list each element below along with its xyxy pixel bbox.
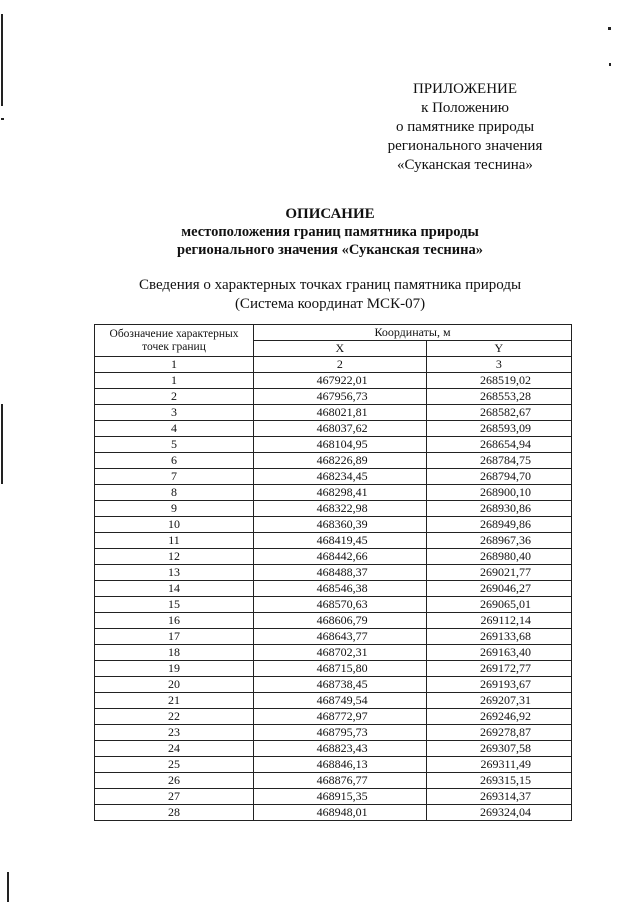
caption-line: Сведения о характерных точках границ памятника природы bbox=[138, 277, 522, 293]
table-header-row bbox=[95, 325, 572, 341]
x-coordinate-cell: 468715,80 bbox=[254, 661, 427, 677]
index-cell: 2 bbox=[254, 357, 427, 373]
point-number-cell: 24 bbox=[95, 741, 254, 757]
table-index-row bbox=[95, 357, 572, 373]
point-number-cell: 25 bbox=[95, 757, 254, 773]
appendix-line: ПРИЛОЖЕНИЕ bbox=[412, 81, 518, 97]
x-coordinate-cell: 468915,35 bbox=[254, 789, 427, 805]
table-row bbox=[95, 805, 572, 821]
x-coordinate-cell: 468570,63 bbox=[254, 597, 427, 613]
table-row bbox=[95, 485, 572, 501]
point-number-cell: 13 bbox=[95, 565, 254, 581]
y-coordinate-cell: 269307,58 bbox=[426, 741, 571, 757]
table-row bbox=[95, 501, 572, 517]
point-number-cell: 5 bbox=[95, 437, 254, 453]
point-number-cell: 15 bbox=[95, 597, 254, 613]
x-coordinate-cell: 468749,54 bbox=[254, 693, 427, 709]
y-coordinate-cell: 269046,27 bbox=[426, 581, 571, 597]
y-coordinate-cell: 269172,77 bbox=[426, 661, 571, 677]
x-coordinate-cell: 467956,73 bbox=[254, 389, 427, 405]
table-row bbox=[95, 661, 572, 677]
table-row bbox=[95, 741, 572, 757]
table-row bbox=[95, 693, 572, 709]
table-row bbox=[95, 421, 572, 437]
point-number-cell: 9 bbox=[95, 501, 254, 517]
y-coordinate-cell: 268654,94 bbox=[426, 437, 571, 453]
scan-mark-left-mid bbox=[1, 404, 3, 484]
table-row bbox=[95, 725, 572, 741]
appendix-line: к Положению bbox=[421, 100, 509, 116]
y-coordinate-cell: 269193,67 bbox=[426, 677, 571, 693]
table-row bbox=[95, 453, 572, 469]
appendix-line: «Суканская теснина» bbox=[397, 157, 533, 173]
point-number-cell: 16 bbox=[95, 613, 254, 629]
y-coordinate-cell: 269163,40 bbox=[426, 645, 571, 661]
x-coordinate-cell: 468738,45 bbox=[254, 677, 427, 693]
point-number-cell: 22 bbox=[95, 709, 254, 725]
table-row bbox=[95, 613, 572, 629]
point-number-cell: 1 bbox=[95, 373, 254, 389]
x-coordinate-cell: 468104,95 bbox=[254, 437, 427, 453]
x-coordinate-cell: 468643,77 bbox=[254, 629, 427, 645]
x-coordinate-cell: 468322,98 bbox=[254, 501, 427, 517]
y-coordinate-cell: 268930,86 bbox=[426, 501, 571, 517]
x-coordinate-cell: 468037,62 bbox=[254, 421, 427, 437]
coordinates-table bbox=[94, 324, 572, 821]
y-coordinate-cell: 269021,77 bbox=[426, 565, 571, 581]
point-number-cell: 28 bbox=[95, 805, 254, 821]
x-coordinate-cell: 468702,31 bbox=[254, 645, 427, 661]
table-row bbox=[95, 789, 572, 805]
document-title bbox=[0, 205, 640, 259]
point-number-cell: 14 bbox=[95, 581, 254, 597]
table-row bbox=[95, 773, 572, 789]
y-coordinate-cell: 269133,68 bbox=[426, 629, 571, 645]
y-coordinate-cell: 268553,28 bbox=[426, 389, 571, 405]
y-coordinate-cell: 268967,36 bbox=[426, 533, 571, 549]
table-row bbox=[95, 533, 572, 549]
point-number-cell: 8 bbox=[95, 485, 254, 501]
table-caption bbox=[0, 276, 640, 314]
table-row bbox=[95, 373, 572, 389]
table-row bbox=[95, 437, 572, 453]
appendix-block bbox=[370, 80, 560, 175]
y-coordinate-cell: 268794,70 bbox=[426, 469, 571, 485]
point-number-cell: 4 bbox=[95, 421, 254, 437]
title-line: регионального значения «Суканская теснина» bbox=[177, 242, 483, 258]
index-cell: 3 bbox=[426, 357, 571, 373]
index-cell: 1 bbox=[95, 357, 254, 373]
x-coordinate-cell: 468360,39 bbox=[254, 517, 427, 533]
point-number-cell: 3 bbox=[95, 405, 254, 421]
table-row bbox=[95, 405, 572, 421]
point-number-cell: 6 bbox=[95, 453, 254, 469]
y-coordinate-cell: 269112,14 bbox=[426, 613, 571, 629]
x-coordinate-cell: 468234,45 bbox=[254, 469, 427, 485]
point-number-cell: 11 bbox=[95, 533, 254, 549]
header-coordinates: Координаты, м bbox=[254, 325, 572, 341]
appendix-line: регионального значения bbox=[387, 138, 543, 154]
appendix-line: о памятнике природы bbox=[395, 119, 535, 135]
x-coordinate-cell: 468488,37 bbox=[254, 565, 427, 581]
table-row bbox=[95, 709, 572, 725]
y-coordinate-cell: 268784,75 bbox=[426, 453, 571, 469]
header-y: Y bbox=[426, 341, 571, 357]
point-number-cell: 7 bbox=[95, 469, 254, 485]
point-number-cell: 23 bbox=[95, 725, 254, 741]
x-coordinate-cell: 468298,41 bbox=[254, 485, 427, 501]
caption-line: (Система координат МСК-07) bbox=[234, 296, 426, 312]
scan-mark-left-tick bbox=[1, 118, 4, 120]
point-number-cell: 20 bbox=[95, 677, 254, 693]
y-coordinate-cell: 269324,04 bbox=[426, 805, 571, 821]
header-x: X bbox=[254, 341, 427, 357]
y-coordinate-cell: 269314,37 bbox=[426, 789, 571, 805]
x-coordinate-cell: 468021,81 bbox=[254, 405, 427, 421]
x-coordinate-cell: 468442,66 bbox=[254, 549, 427, 565]
x-coordinate-cell: 467922,01 bbox=[254, 373, 427, 389]
x-coordinate-cell: 468846,13 bbox=[254, 757, 427, 773]
x-coordinate-cell: 468948,01 bbox=[254, 805, 427, 821]
y-coordinate-cell: 268519,02 bbox=[426, 373, 571, 389]
point-number-cell: 26 bbox=[95, 773, 254, 789]
point-number-cell: 18 bbox=[95, 645, 254, 661]
y-coordinate-cell: 269315,15 bbox=[426, 773, 571, 789]
scan-mark-left-top bbox=[1, 14, 3, 106]
table-row bbox=[95, 597, 572, 613]
table-row bbox=[95, 581, 572, 597]
x-coordinate-cell: 468795,73 bbox=[254, 725, 427, 741]
y-coordinate-cell: 268582,67 bbox=[426, 405, 571, 421]
x-coordinate-cell: 468419,45 bbox=[254, 533, 427, 549]
table-row bbox=[95, 549, 572, 565]
x-coordinate-cell: 468606,79 bbox=[254, 613, 427, 629]
scan-mark-right-dot-2 bbox=[609, 63, 611, 66]
y-coordinate-cell: 268980,40 bbox=[426, 549, 571, 565]
x-coordinate-cell: 468772,97 bbox=[254, 709, 427, 725]
scan-mark-left-bottom bbox=[7, 872, 9, 902]
point-number-cell: 21 bbox=[95, 693, 254, 709]
table-row bbox=[95, 757, 572, 773]
table-row bbox=[95, 517, 572, 533]
point-number-cell: 2 bbox=[95, 389, 254, 405]
y-coordinate-cell: 269246,92 bbox=[426, 709, 571, 725]
y-coordinate-cell: 269065,01 bbox=[426, 597, 571, 613]
y-coordinate-cell: 269278,87 bbox=[426, 725, 571, 741]
point-number-cell: 19 bbox=[95, 661, 254, 677]
y-coordinate-cell: 269311,49 bbox=[426, 757, 571, 773]
table-body bbox=[95, 373, 572, 821]
table-row bbox=[95, 469, 572, 485]
title-line: местоположения границ памятника природы bbox=[181, 224, 479, 240]
header-point-label: Обозначение характерных точек границ bbox=[95, 325, 254, 357]
y-coordinate-cell: 268593,09 bbox=[426, 421, 571, 437]
point-number-cell: 27 bbox=[95, 789, 254, 805]
y-coordinate-cell: 269207,31 bbox=[426, 693, 571, 709]
y-coordinate-cell: 268900,10 bbox=[426, 485, 571, 501]
point-number-cell: 10 bbox=[95, 517, 254, 533]
table-row bbox=[95, 389, 572, 405]
x-coordinate-cell: 468876,77 bbox=[254, 773, 427, 789]
point-number-cell: 12 bbox=[95, 549, 254, 565]
x-coordinate-cell: 468226,89 bbox=[254, 453, 427, 469]
table-row bbox=[95, 629, 572, 645]
point-number-cell: 17 bbox=[95, 629, 254, 645]
table-row bbox=[95, 677, 572, 693]
scan-mark-right-dot-1 bbox=[608, 27, 611, 30]
y-coordinate-cell: 268949,86 bbox=[426, 517, 571, 533]
title-main: ОПИСАНИЕ bbox=[285, 206, 375, 222]
x-coordinate-cell: 468823,43 bbox=[254, 741, 427, 757]
x-coordinate-cell: 468546,38 bbox=[254, 581, 427, 597]
table-row bbox=[95, 645, 572, 661]
table-row bbox=[95, 565, 572, 581]
